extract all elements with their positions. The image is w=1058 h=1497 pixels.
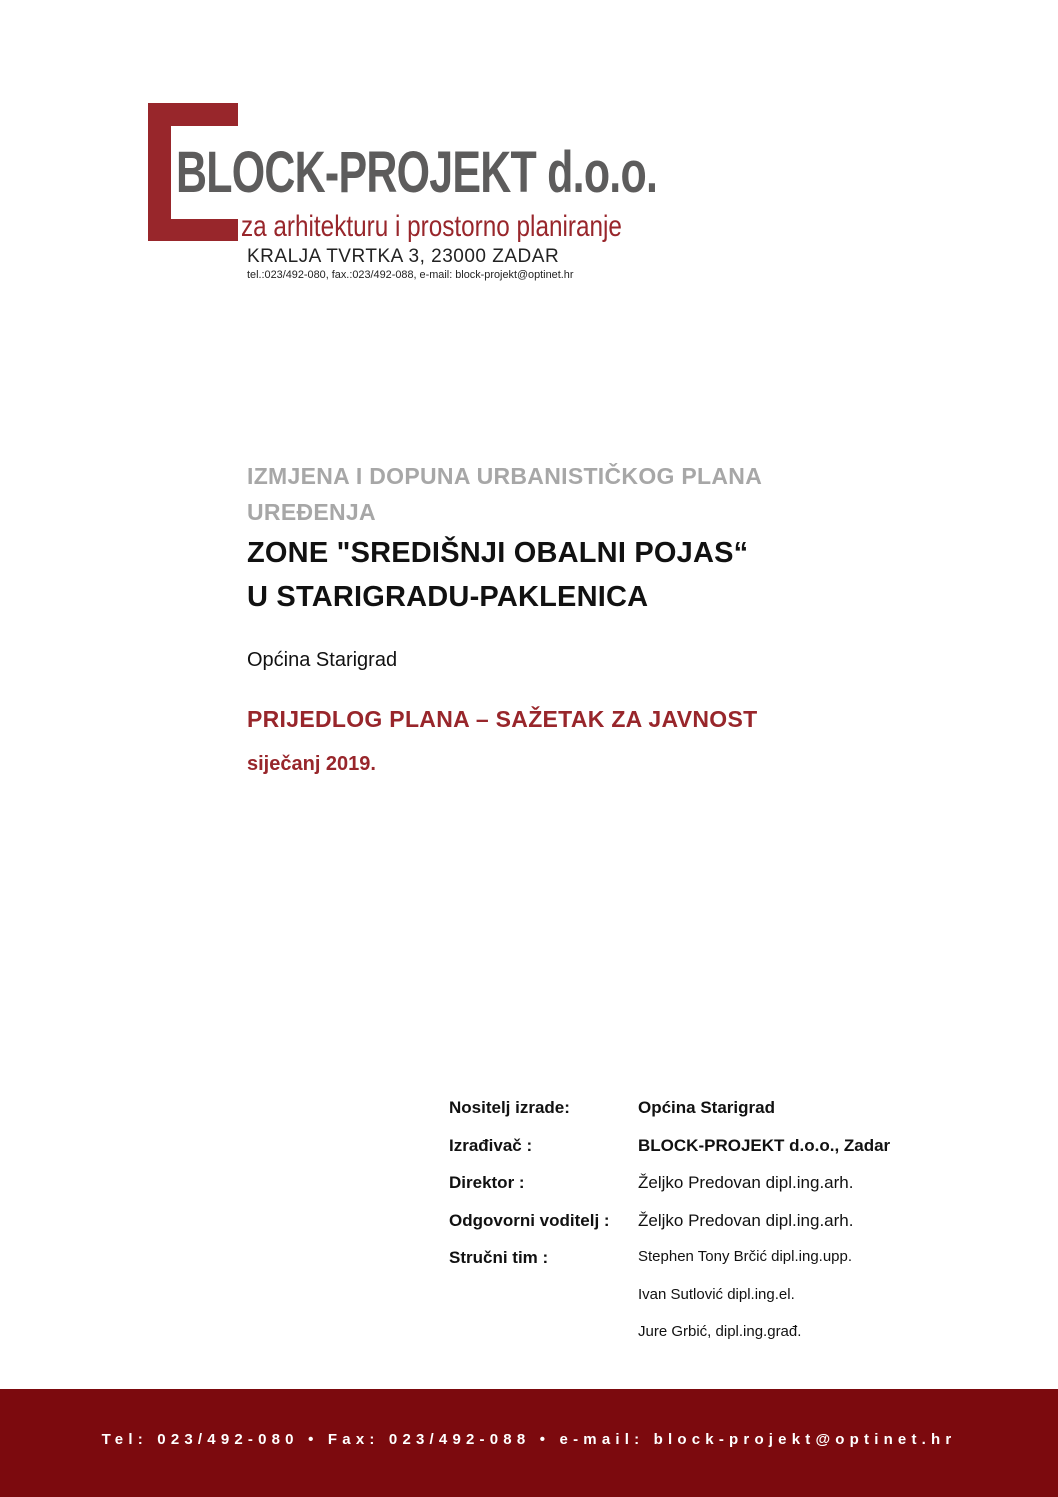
title-line-2: U STARIGRADU-PAKLENICA xyxy=(247,581,649,613)
credit-label: Direktor : xyxy=(449,1173,525,1192)
document-title xyxy=(247,531,947,619)
company-logo xyxy=(148,103,658,288)
document-date: siječanj 2019. xyxy=(247,753,376,775)
credit-value: Jure Grbić, dipl.ing.građ. xyxy=(638,1323,802,1340)
credit-label: Odgovorni voditelj : xyxy=(449,1210,610,1230)
footer-bar xyxy=(0,1389,1058,1497)
pretitle-line-2: UREĐENJA xyxy=(247,499,376,525)
credit-label: Nositelj izrade: xyxy=(449,1098,570,1117)
credit-value: Željko Predovan dipl.ing.arh. xyxy=(638,1210,854,1230)
credit-value: Stephen Tony Brčić dipl.ing.upp. xyxy=(638,1248,853,1265)
credit-value: Ivan Sutlović dipl.ing.el. xyxy=(638,1285,795,1303)
logo-company-name: BLOCK-PROJEKT d.o.o. xyxy=(176,140,658,205)
logo-tagline: za arhitekturu i prostorno planiranje xyxy=(241,210,622,243)
credit-value: BLOCK-PROJEKT d.o.o., Zadar xyxy=(638,1135,891,1155)
proposal-heading: PRIJEDLOG PLANA – SAŽETAK ZA JAVNOST xyxy=(247,706,758,732)
credit-value: Željko Predovan dipl.ing.arh. xyxy=(638,1173,854,1192)
title-block xyxy=(247,458,947,776)
logo-contact-line: tel.:023/492-080, fax.:023/492-088, e-mail: block-projekt@optinet.hr xyxy=(247,269,574,281)
title-line-1: ZONE "SREDIŠNJI OBALNI POJAS“ xyxy=(247,537,749,569)
credit-label: Stručni tim : xyxy=(449,1248,549,1267)
footer-contact: Tel: 023/492-080 • Fax: 023/492-088 • e-mail: block-projekt@optinet.hr xyxy=(101,1431,957,1448)
logo-address: KRALJA TVRTKA 3, 23000 ZADAR xyxy=(247,246,560,267)
credit-value: Općina Starigrad xyxy=(638,1098,775,1117)
municipality-name: Općina Starigrad xyxy=(247,649,398,671)
pretitle xyxy=(247,458,947,530)
credit-label: Izrađivač : xyxy=(449,1135,533,1155)
pretitle-line-1: IZMJENA I DOPUNA URBANISTIČKOG PLANA xyxy=(247,463,763,489)
